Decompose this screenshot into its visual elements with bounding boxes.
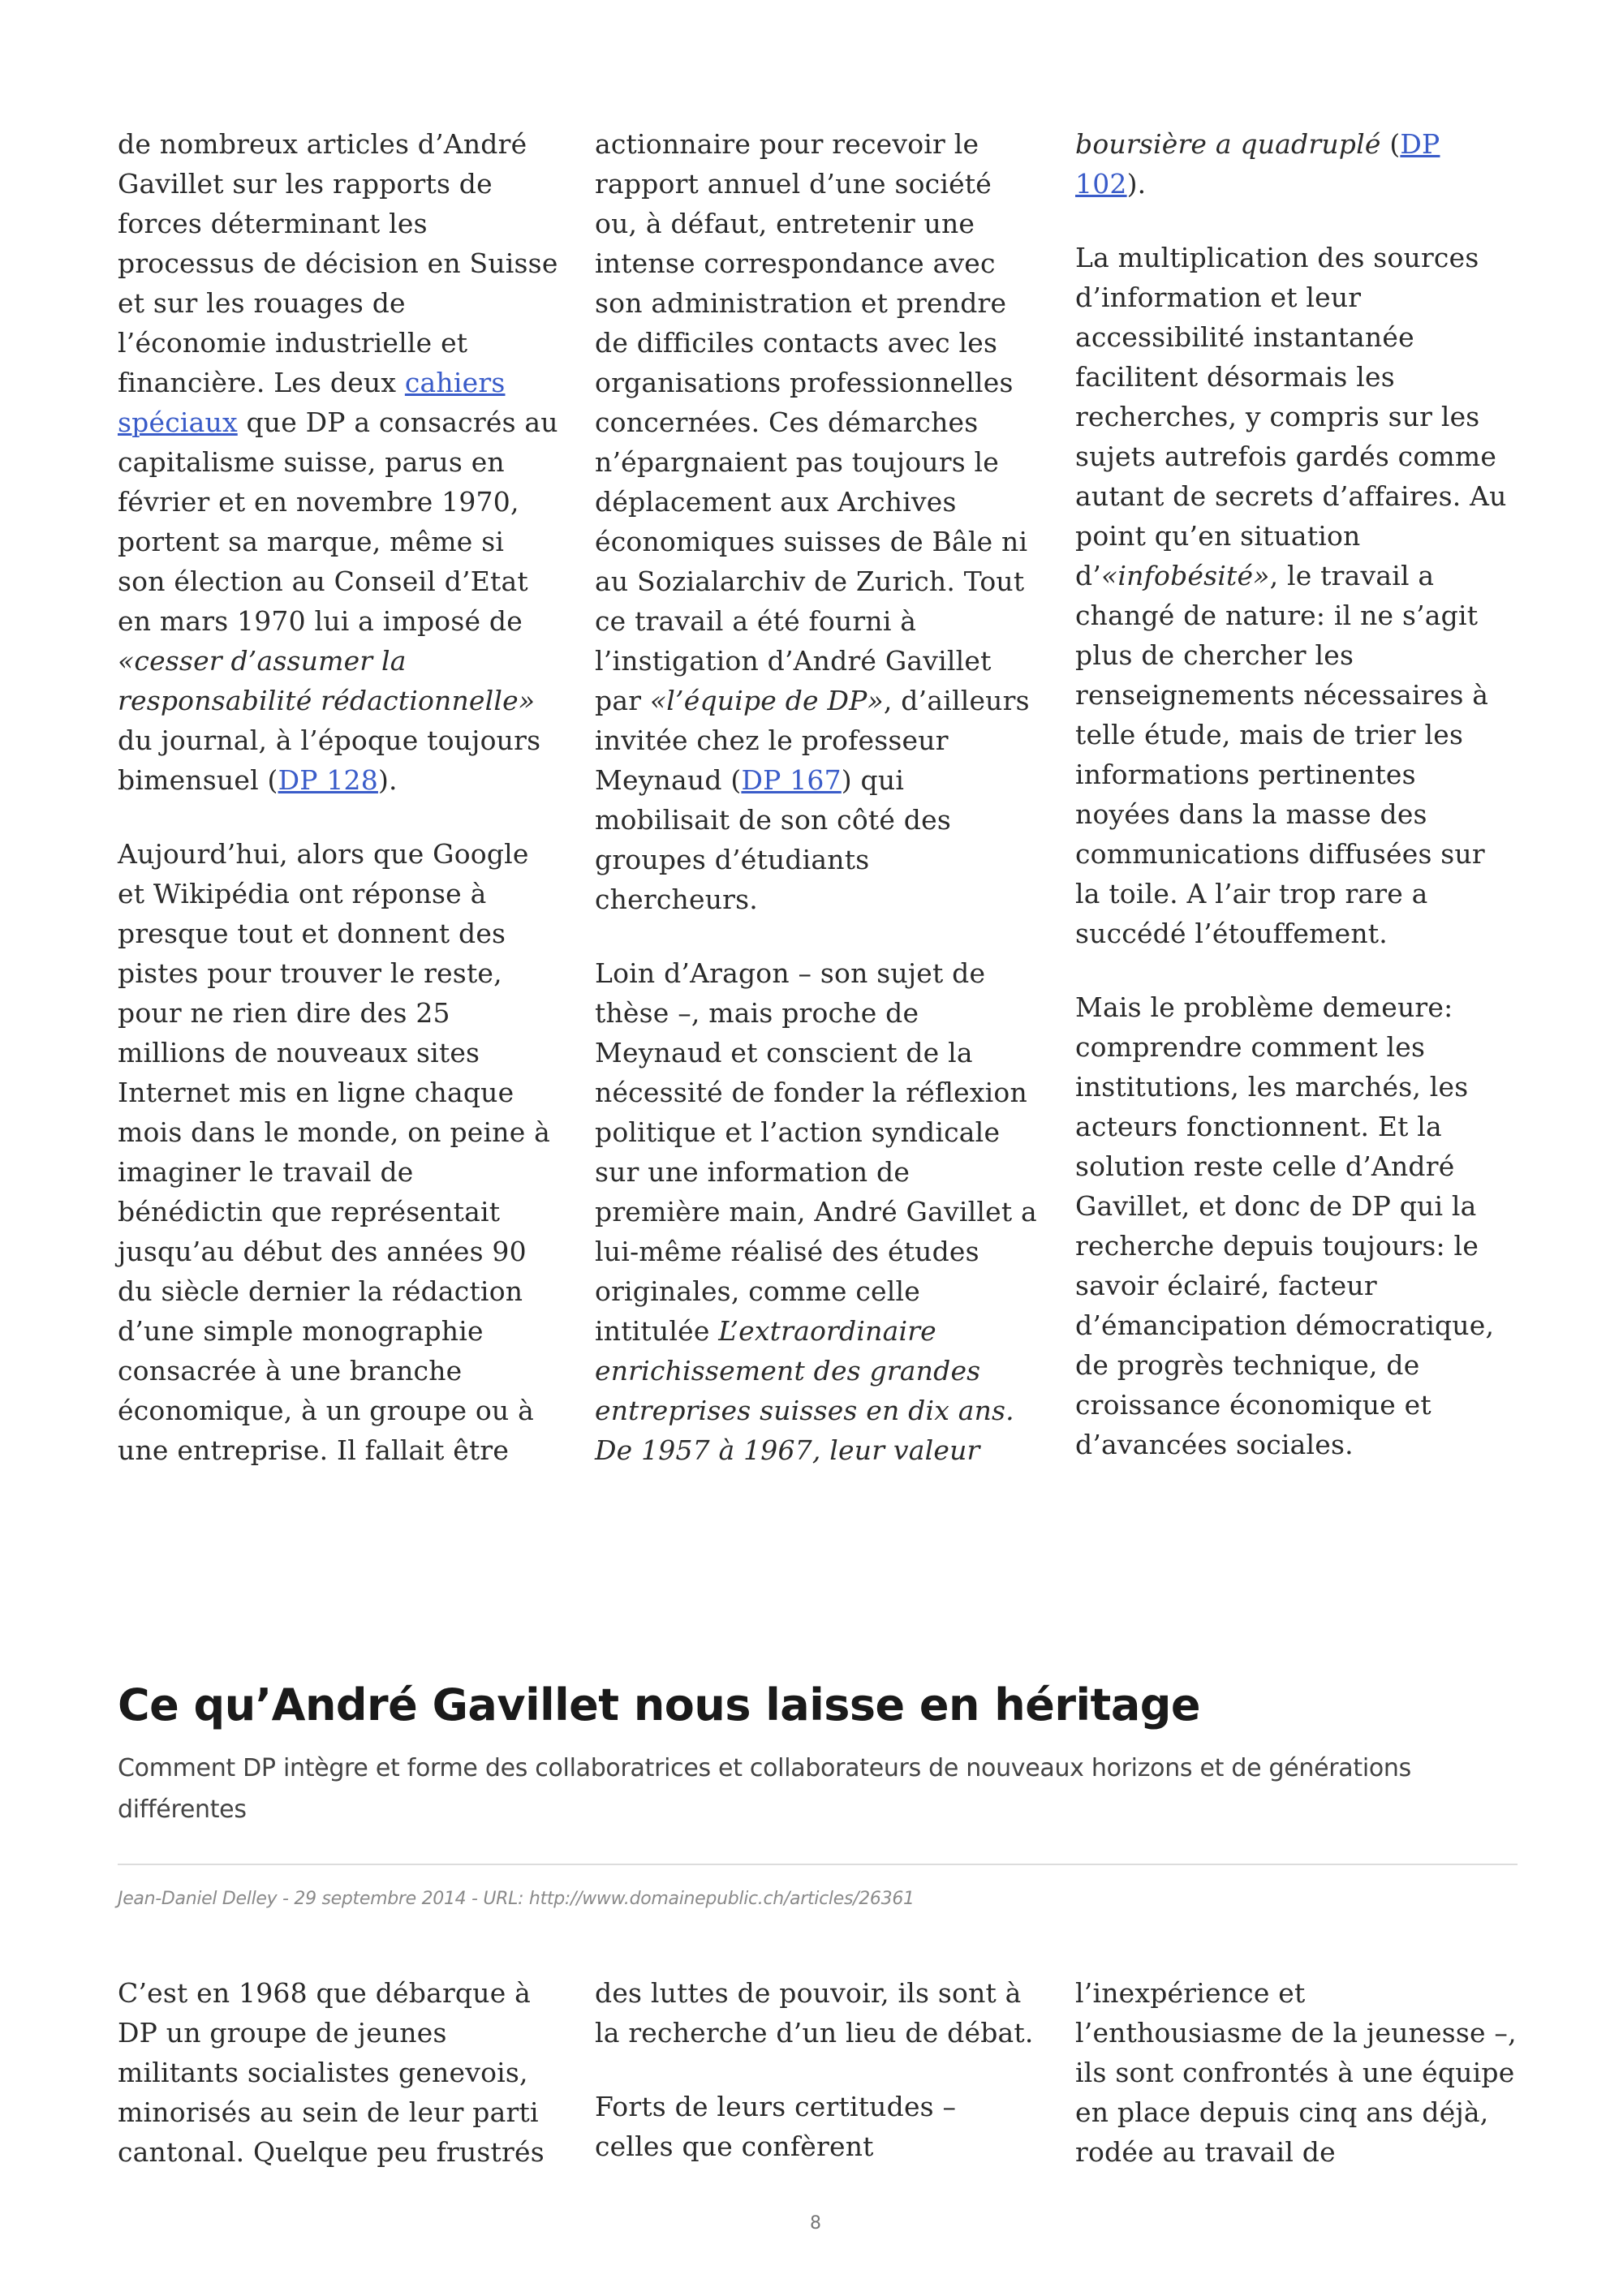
article-column-2 [595,1973,1037,2166]
study-title: L’extraordinaire enrichissement des grandes entreprises suisses en dix ans. De 1957 à 1967, leur valeur [595,1315,1014,1466]
page-number: 8 [810,2213,821,2234]
dp-167-link[interactable]: DP 167 [741,764,842,796]
top-column-1 [118,124,560,1470]
top-column-3 [1075,124,1518,1464]
article-title: Ce qu’André Gavillet nous laisse en héritage [118,1679,1201,1731]
article-subtitle: Comment DP intègre et forme des collaboratrices et collaborateurs de nouveaux horizons et de générations différentes [118,1754,1411,1824]
divider [118,1864,1518,1865]
dp-128-link[interactable]: DP 128 [278,764,378,796]
quote: «cesser d’assumer la responsabilité rédactionnelle» [118,645,536,716]
paragraph: des luttes de pouvoir, ils sont à la recherche d’un lieu de débat. [595,1977,1034,2049]
paragraph: Aujourd’hui, alors que Google et Wikipédia ont réponse à presque tout et donnent des pistes pour trouver le reste, pour ne rien dire des 25 millions de nouveaux sites Internet mis en ligne chaque mois dans le monde, on peine à imaginer le travail de bénédictin que représentait jusqu’au début des années 90 du siècle dernier la rédaction d’une simple monographie consacrée à une branche économique, à un groupe ou à une entreprise. Il fallait être [118,838,551,1466]
article-column-1 [118,1973,560,2172]
paragraph: de nombreux articles d’André Gavillet sur les rapports de forces déterminant les processus de décision en Suisse et sur les rouages de l’économie industrielle et financière. Les deux cahiers spéciaux que DP a consacrés au capitalisme suisse, parus en février et en novembre 1970, portent sa marque, même si son élection au Conseil d’Etat en mars 1970 lui a imposé de «cesser d’assumer la responsabilité rédactionnelle» du journal, à l’époque toujours bimensuel (DP 128). [118,128,558,796]
paragraph: Forts de leurs certitudes – celles que confèrent [595,2091,957,2162]
dp-102-link[interactable]: DP 102 [1075,128,1440,200]
paragraph: Loin d’Aragon – son sujet de thèse –, mais proche de Meynaud et conscient de la nécessité de fonder la réflexion politique et l’action syndicale sur une information de première main, André Gavillet a lui-même réalisé des études originales, comme celle intitulée L’extraordinaire enrichissement des grandes entreprises suisses en dix ans. De 1957 à 1967, leur valeur [595,957,1037,1466]
paragraph: La multiplication des sources d’information et leur accessibilité instantanée facilitent désormais les recherches, y compris sur les sujets autrefois gardés comme autant de secrets d’affaires. Au point qu’en situation d’«infobésité», le travail a changé de nature: il ne s’agit plus de chercher les renseignements nécessaires à telle étude, mais de trier les informations pertinentes noyées dans la masse des communications diffusées sur la toile. A l’air trop rare a succédé l’étouffement. [1075,242,1507,949]
paragraph: l’inexpérience et l’enthousiasme de la jeunesse –, ils sont confrontés à une équipe en place depuis cinq ans déjà, rodée au travail de [1075,1977,1517,2168]
top-column-2 [595,124,1037,1470]
study-title-continued: boursière a quadruplé [1075,128,1381,160]
paragraph: C’est en 1968 que débarque à DP un groupe de jeunes militants socialistes genevois, minorisés au sein de leur parti cantonal. Quelque peu frustrés [118,1977,545,2168]
quote: «l’équipe de DP» [649,685,884,716]
article-byline: Jean-Daniel Delley - 29 septembre 2014 - URL: http://www.domainepublic.ch/articles/26361 [118,1889,915,1909]
paragraph: boursière a quadruplé (DP 102). [1075,128,1440,200]
paragraph: Mais le problème demeure: comprendre comment les institutions, les marchés, les acteurs fonctionnent. Et la solution reste celle d’André Gavillet, et donc de DP qui la recherche depuis toujours: le savoir éclairé, facteur d’émancipation démocratique, de progrès technique, de croissance économique et d’avancées sociales. [1075,991,1495,1460]
quote: «infobésité» [1101,560,1270,591]
paragraph: actionnaire pour recevoir le rapport annuel d’une société ou, à défaut, entretenir une intense correspondance avec son administration et prendre de difficiles contacts avec les organisations professionnelles concernées. Ces démarches n’épargnaient pas toujours le déplacement aux Archives économiques suisses de Bâle ni au Sozialarchiv de Zurich. Tout ce travail a été fourni à l’instigation d’André Gavillet par «l’équipe de DP», d’ailleurs invitée chez le professeur Meynaud (DP 167) qui mobilisait de son côté des groupes d’étudiants chercheurs. [595,128,1030,915]
article-column-3 [1075,1973,1518,2172]
cahiers-speciaux-link[interactable]: cahiers spéciaux [118,367,506,438]
